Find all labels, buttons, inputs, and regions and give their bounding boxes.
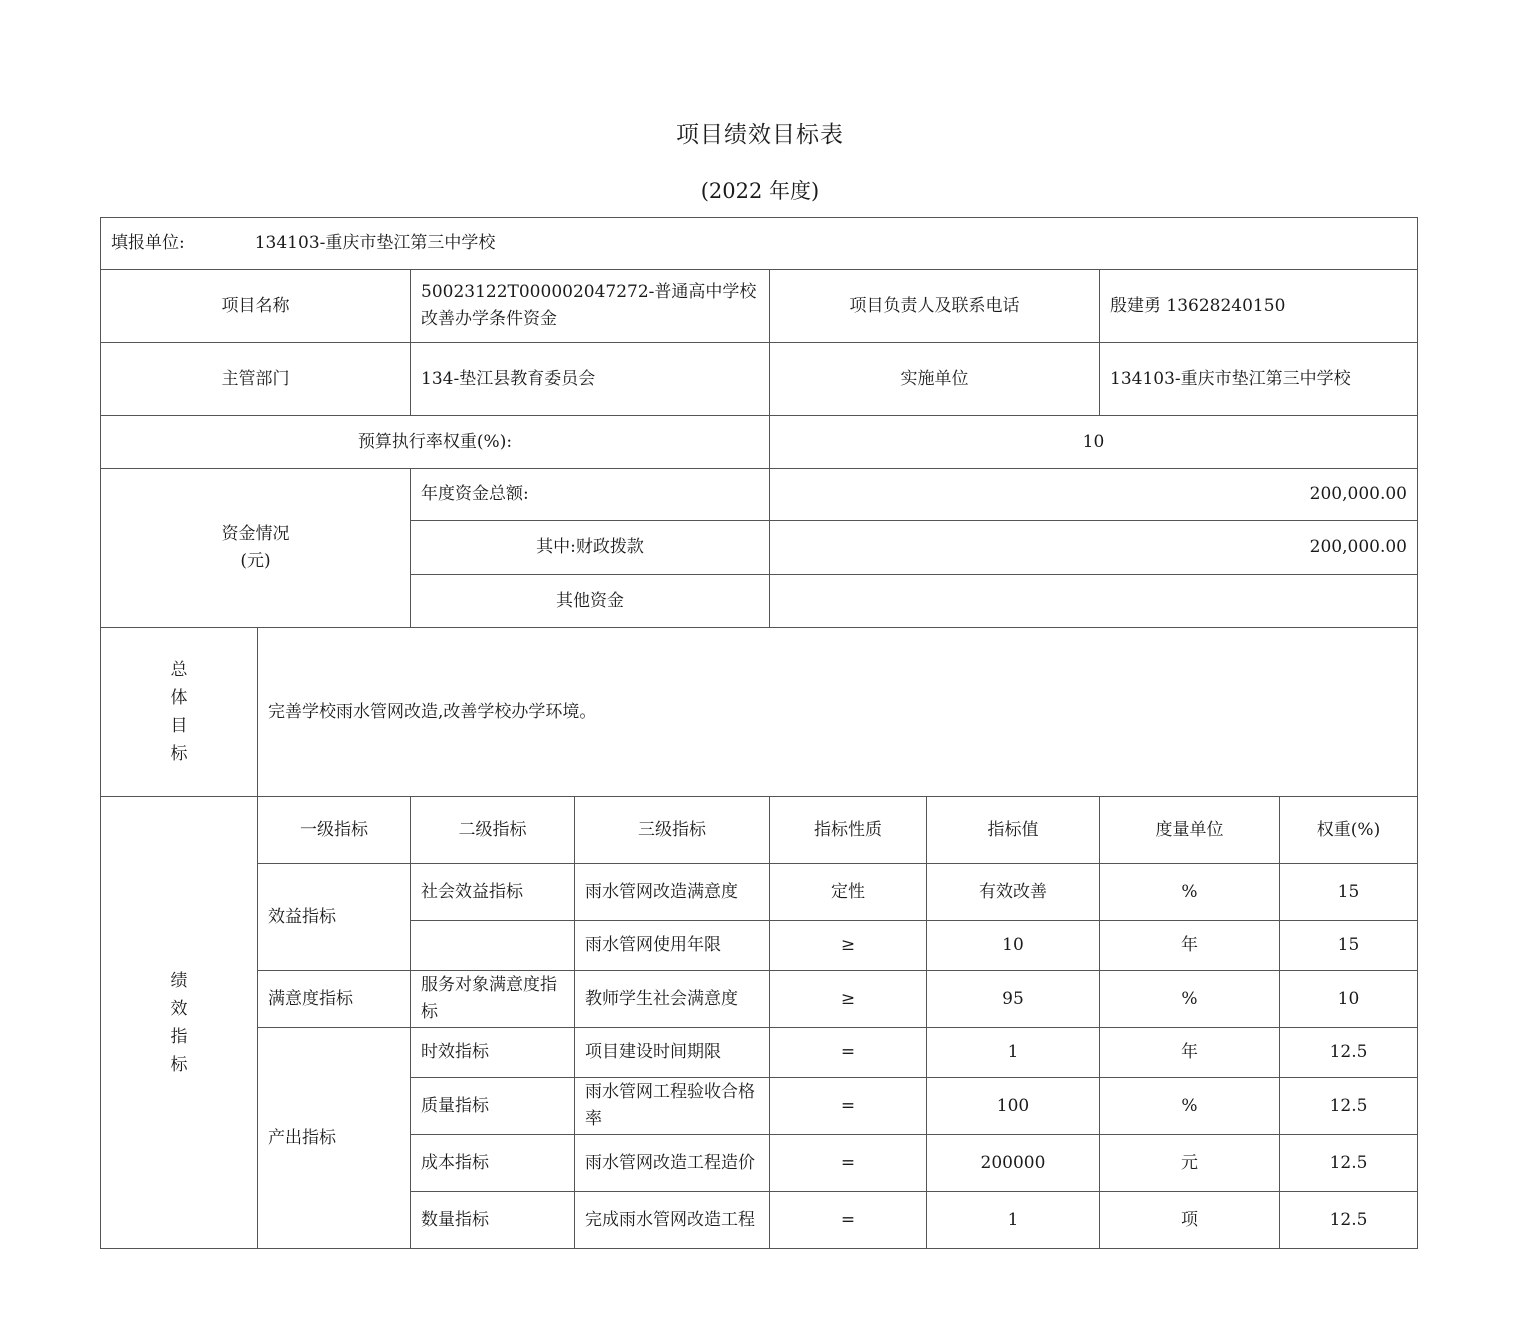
reporting-unit-value: 134103-重庆市垫江第三中学校 — [254, 233, 496, 253]
budget-rate-label: 预算执行率权重(%): — [101, 416, 770, 469]
weight-cell: 12.5 — [1280, 1028, 1418, 1078]
reporting-unit-label: 填报单位: — [111, 233, 185, 253]
implementing-unit-value: 134103-重庆市垫江第三中学校 — [1100, 343, 1418, 416]
performance-goal-table — [100, 217, 1418, 1249]
value-cell: 有效改善 — [927, 864, 1100, 921]
header-unit: 度量单位 — [1100, 797, 1280, 864]
table-row — [101, 971, 1418, 1028]
page-subtitle: (2022 年度) — [700, 179, 820, 203]
table-row — [101, 1028, 1418, 1078]
value-cell: 100 — [927, 1078, 1100, 1135]
project-leader-label: 项目负责人及联系电话 — [770, 270, 1100, 343]
header-level2: 二级指标 — [411, 797, 575, 864]
implementing-unit-label: 实施单位 — [770, 343, 1100, 416]
weight-cell: 12.5 — [1280, 1135, 1418, 1192]
nature-cell: = — [770, 1028, 927, 1078]
reporting-unit-cell — [101, 218, 1418, 270]
level3-cell: 雨水管网改造满意度 — [575, 864, 770, 921]
unit-cell: 项 — [1100, 1192, 1280, 1249]
header-weight: 权重(%) — [1280, 797, 1418, 864]
budget-rate-row — [101, 416, 1418, 469]
department-label: 主管部门 — [101, 343, 411, 416]
level2-cell: 服务对象满意度指标 — [411, 971, 575, 1028]
overall-goal-row — [101, 628, 1418, 797]
level3-cell: 项目建设时间期限 — [575, 1028, 770, 1078]
nature-cell: = — [770, 1078, 927, 1135]
value-cell: 1 — [927, 1192, 1100, 1249]
level3-cell: 雨水管网使用年限 — [575, 921, 770, 971]
funds-total-value: 200,000.00 — [770, 469, 1418, 521]
weight-cell: 10 — [1280, 971, 1418, 1028]
weight-cell: 12.5 — [1280, 1192, 1418, 1249]
indicator-header-row — [101, 797, 1418, 864]
level2-cell: 数量指标 — [411, 1192, 575, 1249]
unit-cell: 元 — [1100, 1135, 1280, 1192]
level2-cell: 时效指标 — [411, 1028, 575, 1078]
funds-other-value — [770, 575, 1418, 628]
reporting-unit-row — [101, 218, 1418, 270]
weight-cell: 12.5 — [1280, 1078, 1418, 1135]
header-level3: 三级指标 — [575, 797, 770, 864]
project-row — [101, 270, 1418, 343]
department-row — [101, 343, 1418, 416]
group-benefit: 效益指标 — [258, 864, 411, 971]
level2-cell: 质量指标 — [411, 1078, 575, 1135]
unit-cell: % — [1100, 971, 1280, 1028]
unit-cell: % — [1100, 1078, 1280, 1135]
group-output: 产出指标 — [258, 1028, 411, 1249]
funds-other-label: 其他资金 — [411, 575, 770, 628]
level3-cell: 雨水管网工程验收合格率 — [575, 1078, 770, 1135]
funds-fiscal-value: 200,000.00 — [770, 521, 1418, 575]
level3-cell: 教师学生社会满意度 — [575, 971, 770, 1028]
funds-label-line2: (元) — [240, 551, 271, 571]
funds-total-label: 年度资金总额: — [411, 469, 770, 521]
overall-goal-text: 完善学校雨水管网改造,改善学校办学环境。 — [258, 628, 1418, 797]
value-cell: 10 — [927, 921, 1100, 971]
funds-label — [101, 469, 411, 628]
header-nature: 指标性质 — [770, 797, 927, 864]
nature-cell: ≥ — [770, 971, 927, 1028]
nature-cell: 定性 — [770, 864, 927, 921]
unit-cell: 年 — [1100, 1028, 1280, 1078]
performance-indicator-label: 绩 效 指 标 — [101, 797, 258, 1249]
page-title: 项目绩效目标表 — [676, 122, 844, 148]
project-name-value: 50023122T000002047272-普通高中学校改善办学条件资金 — [411, 270, 770, 343]
table-row — [101, 864, 1418, 921]
level2-cell — [411, 921, 575, 971]
unit-cell: 年 — [1100, 921, 1280, 971]
project-name-label: 项目名称 — [101, 270, 411, 343]
level3-cell: 完成雨水管网改造工程 — [575, 1192, 770, 1249]
overall-goal-label: 总 体 目 标 — [101, 628, 258, 797]
level3-cell: 雨水管网改造工程造价 — [575, 1135, 770, 1192]
header-value: 指标值 — [927, 797, 1100, 864]
nature-cell: ≥ — [770, 921, 927, 971]
nature-cell: = — [770, 1135, 927, 1192]
budget-rate-value: 10 — [770, 416, 1418, 469]
funds-fiscal-label: 其中:财政拨款 — [411, 521, 770, 575]
project-leader-value: 殷建勇 13628240150 — [1100, 270, 1418, 343]
value-cell: 1 — [927, 1028, 1100, 1078]
weight-cell: 15 — [1280, 921, 1418, 971]
weight-cell: 15 — [1280, 864, 1418, 921]
nature-cell: = — [770, 1192, 927, 1249]
group-satisfaction: 满意度指标 — [258, 971, 411, 1028]
level2-cell: 成本指标 — [411, 1135, 575, 1192]
funds-label-line1: 资金情况 — [221, 524, 290, 544]
header-level1: 一级指标 — [258, 797, 411, 864]
level2-cell: 社会效益指标 — [411, 864, 575, 921]
unit-cell: % — [1100, 864, 1280, 921]
department-value: 134-垫江县教育委员会 — [411, 343, 770, 416]
funds-total-row — [101, 469, 1418, 521]
value-cell: 95 — [927, 971, 1100, 1028]
value-cell: 200000 — [927, 1135, 1100, 1192]
